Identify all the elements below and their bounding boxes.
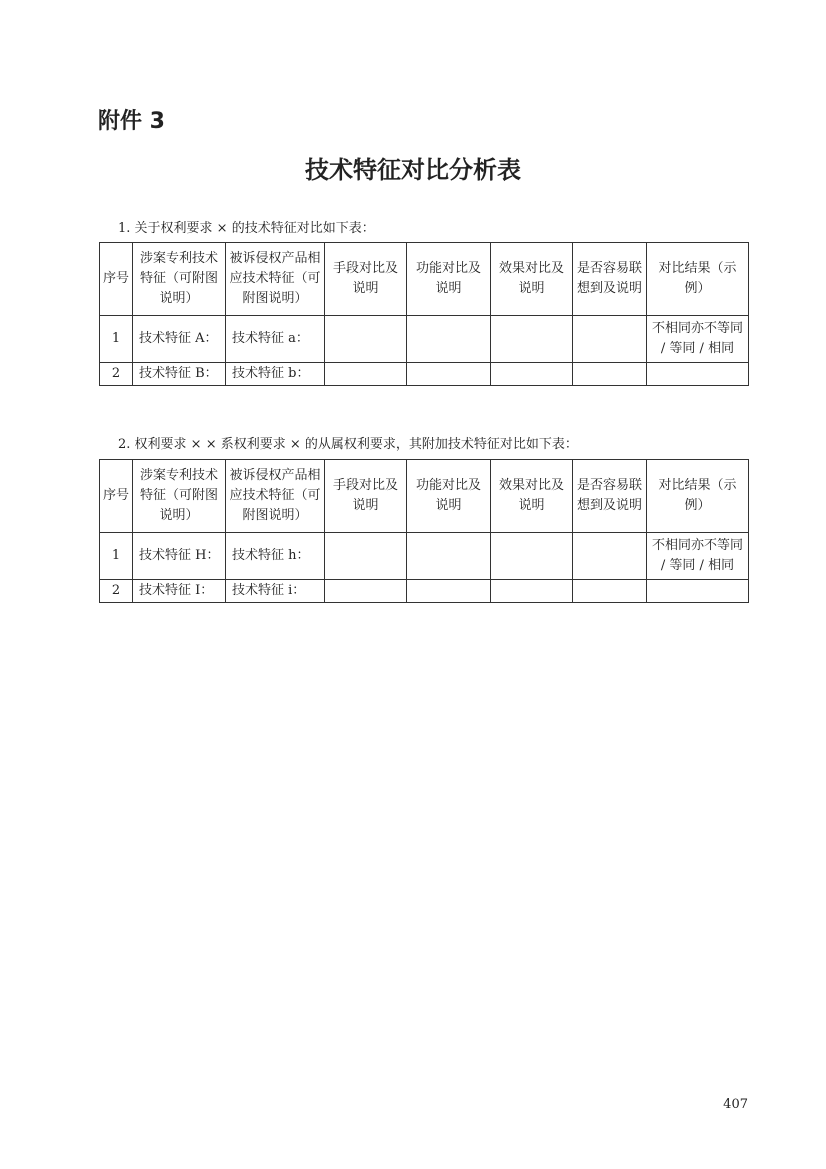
- document-title: 技术特征对比分析表: [305, 156, 521, 184]
- cell-effect: [491, 316, 573, 363]
- cell-means: [325, 580, 407, 603]
- header-seq: 序号: [100, 460, 133, 533]
- cell-seq: 2: [100, 580, 133, 603]
- cell-result: 不相同亦不等同 / 等同 / 相同: [647, 316, 749, 363]
- cell-obvious: [573, 533, 647, 580]
- cell-effect: [491, 533, 573, 580]
- cell-means: [325, 533, 407, 580]
- cell-patent-feature: 技术特征 I：: [133, 580, 226, 603]
- cell-means: [325, 316, 407, 363]
- header-result: 对比结果（示例）: [647, 243, 749, 316]
- cell-result: [647, 580, 749, 603]
- page-number: 407: [723, 1097, 748, 1112]
- header-accused-feature: 被诉侵权产品相应技术特征（可附图说明）: [226, 460, 325, 533]
- table-row: [100, 316, 749, 363]
- cell-means: [325, 363, 407, 386]
- cell-effect: [491, 363, 573, 386]
- table-row: [100, 533, 749, 580]
- cell-seq: 1: [100, 316, 133, 363]
- cell-seq: 1: [100, 533, 133, 580]
- table-row: [100, 363, 749, 386]
- header-obvious: 是否容易联想到及说明: [573, 243, 647, 316]
- comparison-table-1: [99, 242, 749, 386]
- cell-patent-feature: 技术特征 H：: [133, 533, 226, 580]
- header-means: 手段对比及说明: [325, 460, 407, 533]
- header-seq: 序号: [100, 243, 133, 316]
- cell-obvious: [573, 580, 647, 603]
- header-effect: 效果对比及说明: [491, 460, 573, 533]
- cell-accused-feature: 技术特征 b：: [226, 363, 325, 386]
- cell-accused-feature: 技术特征 a：: [226, 316, 325, 363]
- comparison-table-2: [99, 459, 749, 603]
- table-row: [100, 580, 749, 603]
- header-accused-feature: 被诉侵权产品相应技术特征（可附图说明）: [226, 243, 325, 316]
- header-obvious: 是否容易联想到及说明: [573, 460, 647, 533]
- cell-patent-feature: 技术特征 B：: [133, 363, 226, 386]
- table-header-row: [100, 243, 749, 316]
- section2-intro: 2. 权利要求 × × 系权利要求 × 的从属权利要求，其附加技术特征对比如下表：: [118, 437, 578, 452]
- header-function: 功能对比及说明: [407, 243, 491, 316]
- header-function: 功能对比及说明: [407, 460, 491, 533]
- cell-result: 不相同亦不等同 / 等同 / 相同: [647, 533, 749, 580]
- cell-function: [407, 316, 491, 363]
- cell-function: [407, 363, 491, 386]
- header-result: 对比结果（示例）: [647, 460, 749, 533]
- section1-intro: 1. 关于权利要求 × 的技术特征对比如下表：: [118, 221, 375, 236]
- cell-function: [407, 580, 491, 603]
- cell-seq: 2: [100, 363, 133, 386]
- header-effect: 效果对比及说明: [491, 243, 573, 316]
- cell-accused-feature: 技术特征 h：: [226, 533, 325, 580]
- cell-function: [407, 533, 491, 580]
- cell-accused-feature: 技术特征 i：: [226, 580, 325, 603]
- cell-patent-feature: 技术特征 A：: [133, 316, 226, 363]
- table-header-row: [100, 460, 749, 533]
- attachment-label: 附件 3: [98, 109, 165, 134]
- header-patent-feature: 涉案专利技术特征（可附图说明）: [133, 460, 226, 533]
- header-patent-feature: 涉案专利技术特征（可附图说明）: [133, 243, 226, 316]
- cell-obvious: [573, 363, 647, 386]
- cell-obvious: [573, 316, 647, 363]
- cell-result: [647, 363, 749, 386]
- header-means: 手段对比及说明: [325, 243, 407, 316]
- cell-effect: [491, 580, 573, 603]
